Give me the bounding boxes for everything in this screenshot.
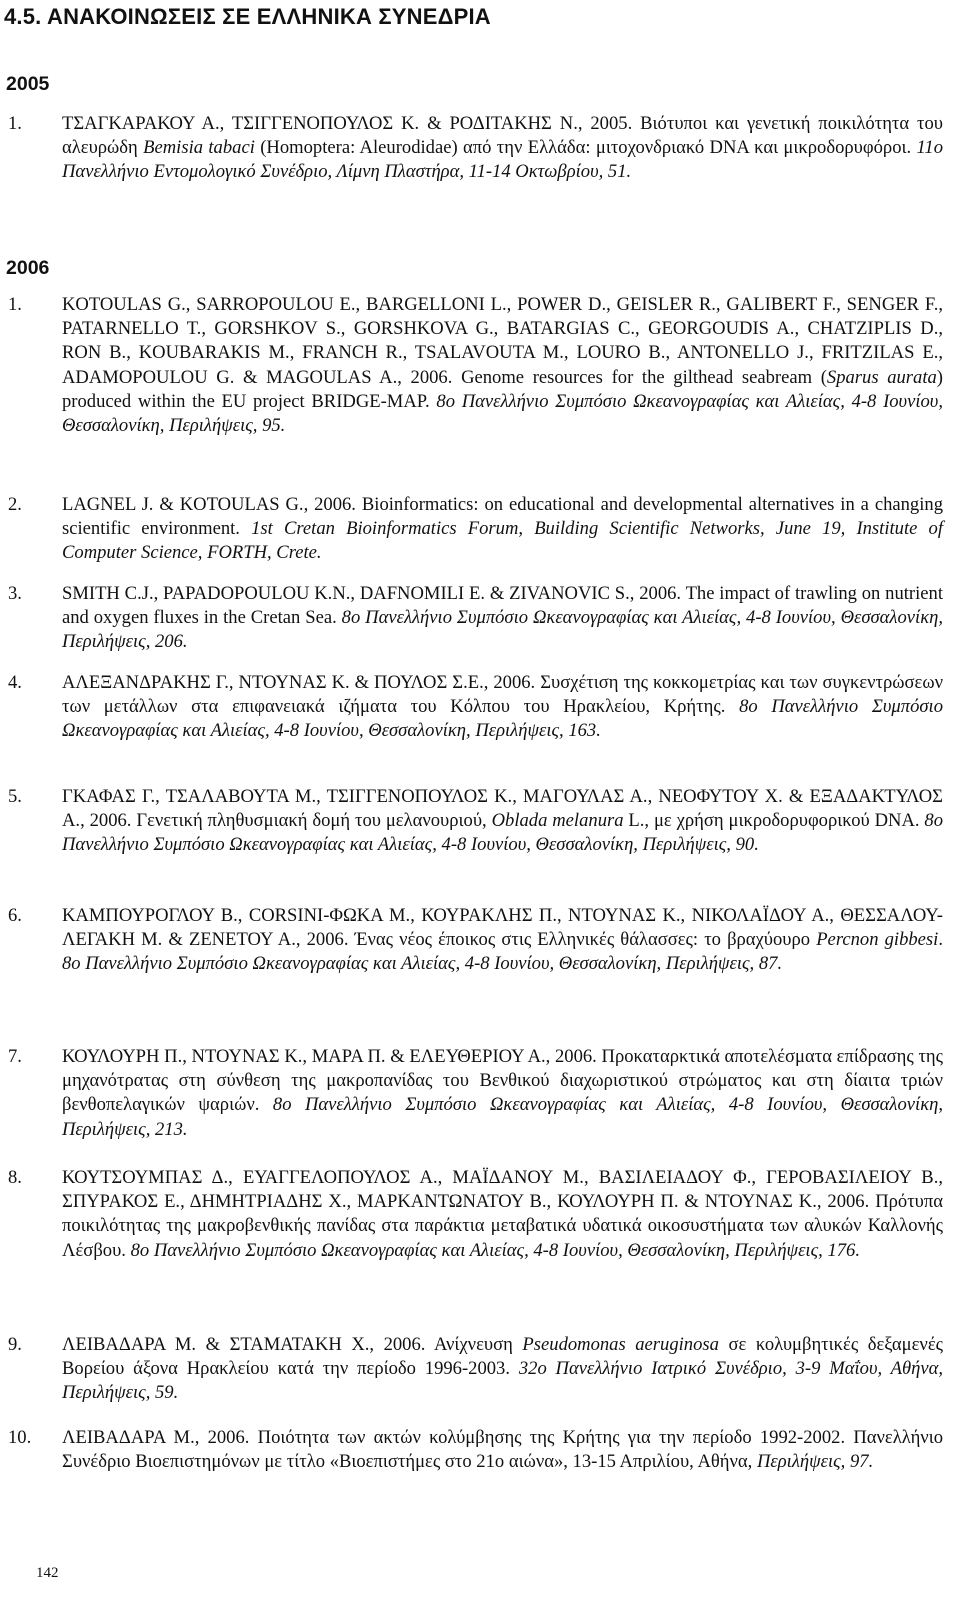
entry-title-cont: . (938, 929, 943, 951)
reference-entry (8, 785, 943, 858)
entry-title: Συσχέτιση της κοκκομετρίας και των συγκεντρώσεων των μετάλλων στα επιφανειακά ιζήματα του Κόλπου του Ηρακλείου, Κρήτης. (62, 672, 943, 718)
reference-entry (8, 582, 943, 655)
entry-number: 1. (8, 113, 22, 134)
entry-authors: KOTOULAS G., SARROPOULOU E., BARGELLONI L., POWER D., GEISLER R., GALIBERT F., SENGER F., PATARNELLO T., GORSHKOV S., GORSHKOVA G., BATARGIAS C., GEORGOUDIS A., CHATZIPLIS D., RON B., KOUBARAKIS M., FRANCH R., TSALAVOUTA M., LOURO B., ANTONELLO J., FRITZILAS E., ADAMOPOULOU G. & MAGOULAS A., 2006. (62, 294, 943, 388)
entry-text (62, 1426, 943, 1474)
entry-title: Ποιότητα των ακτών κολύμβησης της Κρήτης για την περίοδο 1992-2002. Πανελλήνιο Συνέδριο Βιοεπιστημόνων με τίτλο «Βιοεπιστήμες στο 21ο αιώνα», 13-15 Απριλίου, Αθήνα, (62, 1427, 943, 1473)
entry-text (62, 904, 943, 977)
reference-entry (8, 1426, 943, 1474)
reference-entry (8, 904, 943, 977)
reference-entry (8, 493, 943, 566)
entry-number: 7. (8, 1046, 22, 1067)
entry-title: Ανίχνευση (433, 1334, 513, 1355)
entry-title: Βιότυποι και γενετική ποικιλότητα του αλευρώδη (62, 113, 944, 159)
year-heading-2005: 2005 (6, 73, 50, 95)
entry-species: Pseudomonas aeruginosa (522, 1334, 719, 1355)
entry-title: The impact of trawling on nutrient and oxygen fluxes in the Cretan Sea. (62, 583, 943, 629)
entry-venue: 32o Πανελλήνιο Ιατρικό Συνέδριο, 3-9 Μαΐου, Αθήνα, Περιλήψεις, 59. (62, 1358, 943, 1404)
year-heading-2006: 2006 (6, 257, 50, 279)
entry-venue: 8o Πανελλήνιο Συμπόσιο Ωκεανογραφίας και Αλιείας, 4-8 Ιουνίου, Θεσσαλονίκη, Περιλήψεις, 87. (62, 953, 783, 975)
reference-entry (8, 112, 943, 185)
entry-species: Percnon gibbesi (816, 929, 939, 951)
entry-venue: 8o Πανελλήνιο Συμπόσιο Ωκεανογραφίας και Αλιείας, 4-8 Ιουνίου, Θεσσαλονίκη, Περιλήψεις, 176. (130, 1239, 860, 1261)
entry-number: 3. (8, 583, 22, 604)
entry-title: Ένας νέος έποικος στις Ελληνικές θάλασσες: το βραχύουρο (354, 929, 811, 951)
entry-text (62, 112, 943, 185)
entry-title: Πρότυπα ποικιλότητας της μακροβενθικής πανίδας στα παράκτια μεταβατικά υδατικά οικοσυστήματα των αλυκών Καλλονής Λέσβου. (62, 1191, 943, 1261)
entry-title-cont: σε κολυμβητικές δεξαμενές Βορείου άξονα Ηρακλείου κατά την περίοδο 1996-2003. (62, 1334, 944, 1380)
entry-text (62, 582, 943, 655)
reference-entry (8, 671, 943, 744)
entry-number: 8. (8, 1167, 22, 1188)
entry-venue: 8o Πανελλήνιο Συμπόσιο Ωκεανογραφίας και Αλιείας, 4-8 Ιουνίου, Θεσσαλονίκη, Περιλήψεις, 206. (62, 607, 943, 653)
entry-text (62, 1333, 943, 1406)
entry-text (62, 1045, 943, 1142)
reference-entry (8, 1045, 943, 1142)
entry-title: Genome resources for the gilthead seabream ( (461, 366, 827, 388)
entry-authors: ΚΟΥΤΣΟΥΜΠΑΣ Δ., ΕΥΑΓΓΕΛΟΠΟΥΛΟΣ Α., ΜΑΪΔΑΝΟΥ Μ., ΒΑΣΙΛΕΙΑΔΟΥ Φ., ΓΕΡΟΒΑΣΙΛΕΙΟΥ Β., ΣΠΥΡΑΚΟΣ Ε., ΔΗΜΗΤΡΙΑΔΗΣ Χ., ΜΑΡΚΑΝΤΩΝΑΤΟΥ Β., ΚΟΥΛΟΥΡΗ Π. & ΝΤΟΥΝΑΣ Κ., 2006. (62, 1167, 943, 1213)
entry-venue: 1st Cretan Bioinformatics Forum, Building Scientific Networks, June 19, Institute of Computer Science, FORTH, Crete. (62, 518, 944, 564)
entry-species: Sparus aurata (826, 366, 937, 388)
entry-venue: 8ο Πανελλήνιο Συμπόσιο Ωκεανογραφίας και Αλιείας, 4-8 Ιουνίου, Θεσσαλονίκη, Περιλήψεις, 95. (62, 390, 943, 437)
entry-venue: 8o Πανελλήνιο Συμπόσιο Ωκεανογραφίας και Αλιείας, 4-8 Ιουνίου, Θεσσαλονίκη, Περιλήψεις, 163. (62, 696, 943, 742)
entry-text (62, 293, 943, 438)
entry-authors: ΑΛΕΞΑΝΔΡΑΚΗΣ Γ., ΝΤΟΥΝΑΣ Κ. & ΠΟΥΛΟΣ Σ.Ε., 2006. (62, 672, 536, 693)
entry-text (62, 785, 943, 858)
entry-title: Bioinformatics: on educational and developmental alternatives in a changing scientific environment. (62, 494, 943, 540)
entry-authors: LAGNEL J. & KOTOULAS G., 2006. (62, 494, 356, 515)
entry-title-cont: L., με χρήση μικροδορυφορικού DNA. (628, 810, 920, 832)
section-heading: 4.5. ΑΝΑΚΟΙΝΩΣΕΙΣ ΣΕ ΕΛΛΗΝΙΚΑ ΣΥΝΕΔΡΙΑ (4, 4, 491, 29)
entry-text (62, 1166, 943, 1263)
entry-title-cont: ) produced within the EU project BRIDGE-MAP. (62, 366, 943, 412)
entry-authors: ΚΑΜΠΟΥΡΟΓΛΟΥ Β., CORSINI-ΦΩΚΑ Μ., ΚΟΥΡΑΚΛΗΣ Π., ΝΤΟΥΝΑΣ Κ., ΝΙΚΟΛΑΪΔΟΥ Α., ΘΕΣΣΑΛΟΥ-ΛΕΓΑΚΗ Μ. & ΖΕΝΕΤΟΥ Α., 2006. (62, 905, 943, 951)
entry-authors: ΤΣΑΓΚΑΡΑΚΟΥ Α., ΤΣΙΓΓΕΝΟΠΟΥΛΟΣ Κ. & ΡΟΔΙΤΑΚΗΣ Ν., 2005. (62, 113, 633, 134)
entry-venue: 8o Πανελλήνιο Συμπόσιο Ωκεανογραφίας και Αλιείας, 4-8 Ιουνίου, Θεσσαλονίκη, Περιλήψεις, 90. (62, 810, 944, 856)
entry-authors: SMITH C.J., PAPADOPOULOU K.N., DAFNOMILI E. & ZIVANOVIC S., 2006. (62, 583, 682, 604)
entry-number: 1. (8, 294, 22, 315)
entry-number: 5. (8, 786, 22, 807)
entry-number: 2. (8, 494, 22, 515)
entry-authors: ΛΕΙΒΑΔΑΡΑ Μ. & ΣΤΑΜΑΤΑΚΗ Χ., 2006. (62, 1334, 426, 1355)
entry-authors: ΛΕΙΒΑΔΑΡΑ Μ., 2006. (62, 1427, 250, 1448)
entry-venue: Περιλήψεις, 97. (756, 1451, 874, 1473)
entry-authors: ΓΚΑΦΑΣ Γ., ΤΣΑΛΑΒΟΥΤΑ Μ., ΤΣΙΓΓΕΝΟΠΟΥΛΟΣ Κ., ΜΑΓΟΥΛΑΣ Α., ΝΕΟΦΥΤΟΥ Χ. & ΕΞΑΔΑΚΤΥΛΟΣ Α., 2006. (62, 786, 943, 832)
entry-venue: 11ο Πανελλήνιο Εντομολογικό Συνέδριο, Λίμνη Πλαστήρα, 11-14 Οκτωβρίου, 51. (62, 137, 944, 183)
page-number: 142 (36, 1565, 59, 1581)
entry-authors: ΚΟΥΛΟΥΡΗ Π., ΝΤΟΥΝΑΣ Κ., ΜΑΡΑ Π. & ΕΛΕΥΘΕΡΙΟΥ Α., 2006. (62, 1046, 597, 1067)
entry-species: Oblada melanura (491, 810, 624, 832)
entry-title: Προκαταρκτικά αποτελέσματα επίδρασης της μηχανότρατας στη σύνθεση της μακροπανίδας του Βενθικού διαχωριστικού στρώματος και στη δίαιτα τριών βενθοπελαγικών ψαριών. (62, 1046, 943, 1116)
reference-entry (8, 1333, 943, 1406)
entry-venue: 8o Πανελλήνιο Συμπόσιο Ωκεανογραφίας και Αλιείας, 4-8 Ιουνίου, Θεσσαλονίκη, Περιλήψεις, 213. (62, 1094, 943, 1140)
entry-number: 4. (8, 672, 22, 693)
reference-entry (8, 1166, 943, 1263)
entry-title: Γενετική πληθυσμιακή δομή του μελανουριού, (136, 810, 487, 832)
entry-number: 6. (8, 905, 22, 926)
entry-text (62, 671, 943, 744)
entry-species: Bemisia tabaci (143, 137, 255, 159)
reference-entry (8, 293, 943, 438)
entry-number: 10. (8, 1427, 32, 1448)
entry-number: 9. (8, 1334, 22, 1355)
entry-title-cont: (Homoptera: Aleurodidae) από την Ελλάδα: μιτοχονδριακό DNA και μικροδορυφόροι. (260, 137, 912, 159)
entry-text (62, 493, 943, 566)
